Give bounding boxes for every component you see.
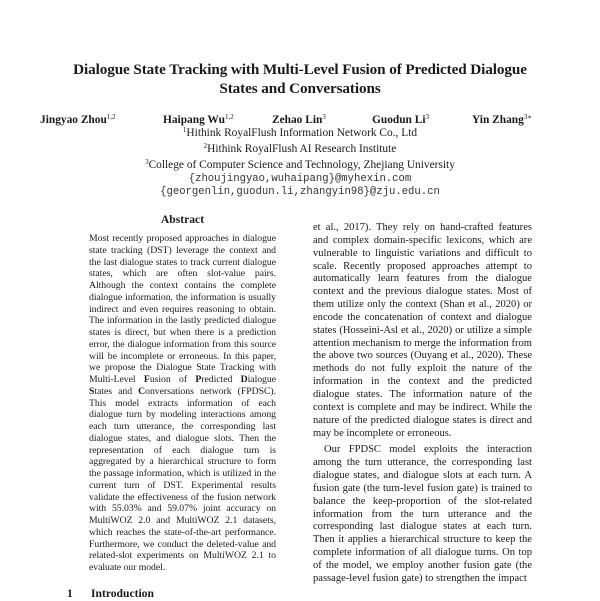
affiliation <box>60 124 540 140</box>
affil-mark: 3 <box>145 158 149 167</box>
acronym-letter: S <box>89 385 95 397</box>
affiliations <box>60 124 540 199</box>
acronym-rest: ialogue <box>247 374 276 385</box>
acronym-letter: F <box>143 374 150 385</box>
author-affil-mark: 3 <box>425 113 430 121</box>
section-heading <box>67 587 154 601</box>
email-line: {zhoujingyao,wuhaipang}@myhexin.com <box>188 172 412 185</box>
email-line: {georgenlin,guodun.li,zhangyin98}@zju.edu.cn <box>160 185 440 198</box>
author-list <box>40 110 540 126</box>
author-affil-mark: 1,2 <box>106 113 116 121</box>
affil-mark: 2 <box>203 142 208 151</box>
author-affil-mark: 3∗ <box>523 113 533 121</box>
author-name: Haipang Wu <box>163 114 225 126</box>
author-name: Yin Zhang <box>472 114 524 126</box>
right-column <box>313 222 532 586</box>
affiliation <box>60 156 540 172</box>
affil-text: Hithink RoyalFlush AI Research Institute <box>207 143 397 156</box>
acronym-letter: C <box>138 385 146 397</box>
author-name: Jingyao Zhou <box>40 114 107 126</box>
paper-title: Dialogue State Tracking with Multi-Level Fusion of Predicted Dialogue States and Conversations <box>73 61 527 97</box>
abstract-text-part: Most recently proposed approaches in dialogue state tracking (DST) leverage the context and the last dialogue states to track current dialogue states, which are often slot-value pairs. Although the context contains the complete dialogue information, the information is usually indirect and even requires reasoning to obtain. The information in the lastly predicted dialogue states is direct, but when there is a prediction error, the dialogue information from this source will be incomplete or erroneous. In this paper, we propose the Dialogue State Tracking with Multi-Level <box>89 233 276 385</box>
acronym-rest: tates and <box>94 385 139 397</box>
affiliation <box>60 140 540 156</box>
author-affil-mark: 1,2 <box>224 113 234 121</box>
paragraph: Our FPDSC model exploits the interaction among the turn utterance, the corresponding last dialogue states, and dialogue slots at each turn. A fusion gate (the turn-level fusion gate) is trained to balance the keep-proportion of the slot-related information from the turn utterance and the corresponding last dialogue states at each turn. Then it applies a hierarchical structure to keep the complete information of all dialogue turns. On top of the model, we employ another fusion gate (the passage-level fusion gate) to strengthen the impact <box>313 444 532 584</box>
affil-text: Hithink RoyalFlush Information Network Co., Ltd <box>186 127 418 139</box>
author-affil-mark: 3 <box>322 113 326 121</box>
acronym-rest: onversations <box>145 385 194 397</box>
section-number: 1 <box>67 587 73 600</box>
affil-mark: 1 <box>182 126 187 134</box>
abstract-heading: Abstract <box>160 213 205 226</box>
acronym-rest: usion of <box>149 374 196 385</box>
author-name: Zehao Lin <box>272 114 323 126</box>
affil-text: College of Computer Science and Technology, Zhejiang University <box>148 159 455 172</box>
author-name: Guodun Li <box>372 114 426 126</box>
paragraph: et al., 2017). They rely on hand-crafted features and complex domain-specific lexicons, which are vulnerable to linguistic variations and difficult to scale. Recently proposed approaches attempt to automatically learn features from the dialogue context and the previous dialogue states. Most of them utilize only the context (Shan et al., 2020) or encode the concatenation of context and dialogue states (Hosseini-Asl et al., 2020) or utilize a simple attention mechanism to merge the information from the above two sources (Ouyang et al., 2020). These methods do not fully exploit the nature of the information in the context and the predicted dialogue states. The information nature of the context is complete and may be indirect. While the nature of the predicted dialogue states is direct and may be incomplete or erroneous. <box>313 222 532 439</box>
acronym-rest: redicted <box>201 374 241 385</box>
abstract-text-part: network (FPDSC). This model extracts information of each dialogue turn by modeling interactions among each turn utterance, the corresponding last dialogue states, and dialogue slots. Then the representation of each dialogue turn is aggregated by a hierarchical structure to form the passage information, which is utilized in the current turn of DST. Experimental results validate the effectiveness of the fusion network with 55.03% and 59.07% joint accuracy on MultiWOZ 2.0 and MultiWOZ 2.1 datasets, which reaches the state-of-the-art performance. Furthermore, we conduct the deleted-value and related-slot experiments on MultiWOZ 2.1 to evaluate our model. <box>89 385 276 573</box>
acronym-letter: P <box>195 374 202 385</box>
abstract-text <box>89 233 276 574</box>
section-title: Introduction <box>91 587 154 600</box>
acronym-letter: D <box>240 374 248 385</box>
